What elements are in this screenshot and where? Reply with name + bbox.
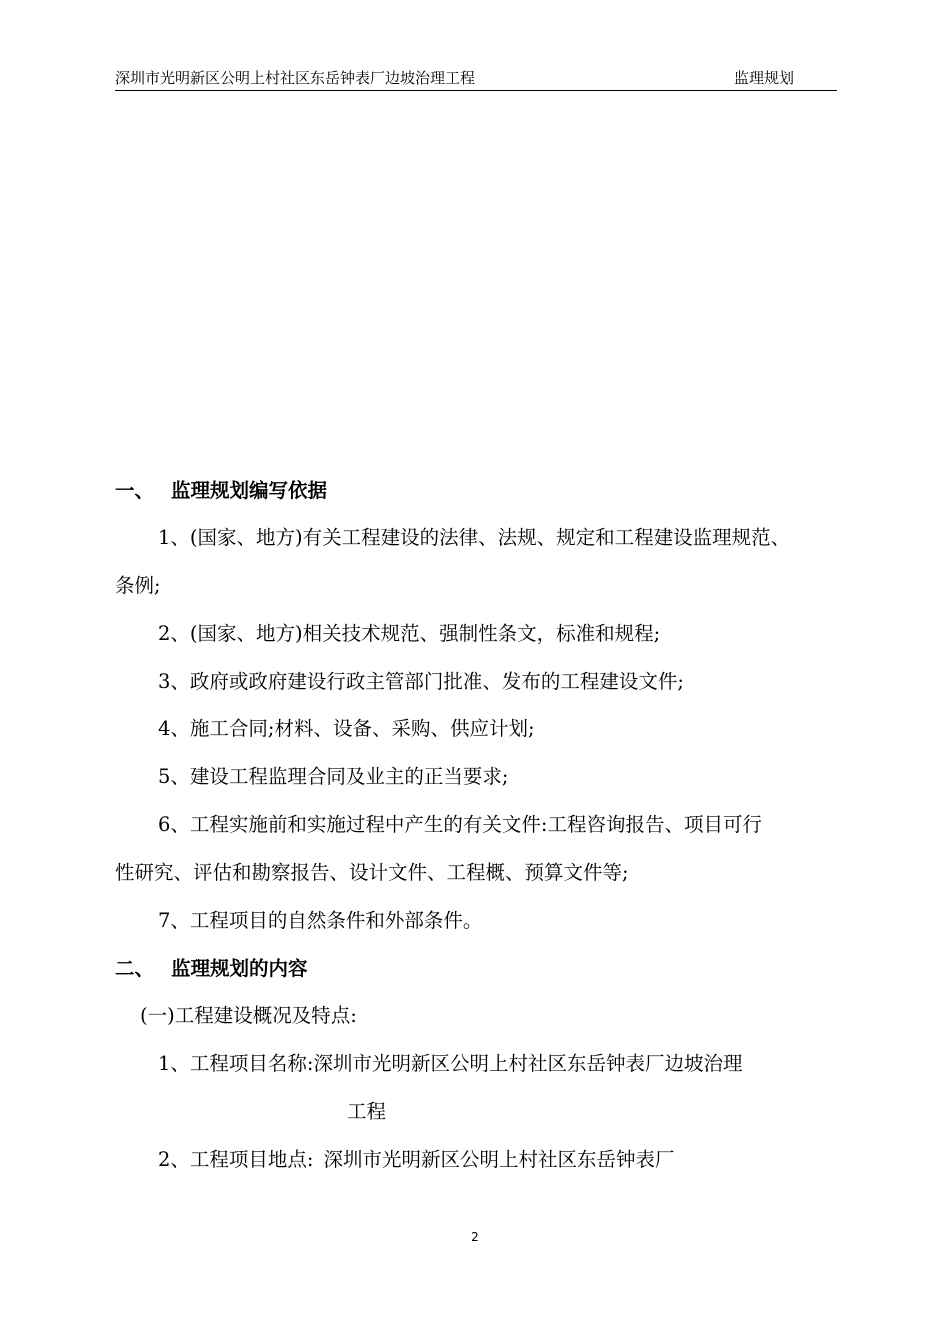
basis-item-3: 3、政府或政府建设行政主管部门批准、发布的工程建设文件; xyxy=(158,670,684,693)
project-location-label: 2、工程项目地点: xyxy=(158,1148,314,1171)
basis-item-1-line-2: 条例; xyxy=(115,574,161,597)
page-number: 2 xyxy=(471,1230,479,1244)
header-doc-type: 监理规划 xyxy=(734,69,795,87)
basis-item-6-line-1: 6、工程实施前和实施过程中产生的有关文件:工程咨询报告、项目可行 xyxy=(158,813,762,836)
section-2-heading xyxy=(115,956,308,982)
project-location-row xyxy=(158,1147,675,1173)
section-2-number: 二、 xyxy=(115,957,155,980)
section-1-heading xyxy=(115,478,327,504)
basis-item-1-line-1: 1、(国家、地方)有关工程建设的法律、法规、规定和工程建设监理规范、 xyxy=(158,526,791,549)
basis-item-7: 7、工程项目的自然条件和外部条件。 xyxy=(158,909,483,932)
project-name-label: 1、工程项目名称: xyxy=(158,1052,314,1075)
section-2-title: 监理规划的内容 xyxy=(171,957,308,980)
project-location-value: 深圳市光明新区公明上村社区东岳钟表厂 xyxy=(323,1148,675,1171)
page-header xyxy=(115,68,837,91)
project-name-value: 深圳市光明新区公明上村社区东岳钟表厂边坡治理 xyxy=(313,1052,743,1075)
subsection-overview: (一)工程建设概况及特点: xyxy=(140,1004,357,1027)
basis-item-6-line-2: 性研究、评估和勘察报告、设计文件、工程概、预算文件等; xyxy=(115,861,629,884)
basis-item-5: 5、建设工程监理合同及业主的正当要求; xyxy=(158,765,509,788)
header-project-title: 深圳市光明新区公明上村社区东岳钟表厂边坡治理工程 xyxy=(115,69,476,87)
project-name-value-cont: 工程 xyxy=(347,1100,387,1123)
section-1-number: 一、 xyxy=(115,479,155,502)
basis-item-2: 2、(国家、地方)相关技术规范、强制性条文，标准和规程; xyxy=(158,622,661,645)
section-1-title: 监理规划编写依据 xyxy=(171,479,328,502)
project-name-row xyxy=(158,1051,743,1077)
basis-item-4: 4、施工合同;材料、设备、采购、供应计划; xyxy=(158,717,535,740)
